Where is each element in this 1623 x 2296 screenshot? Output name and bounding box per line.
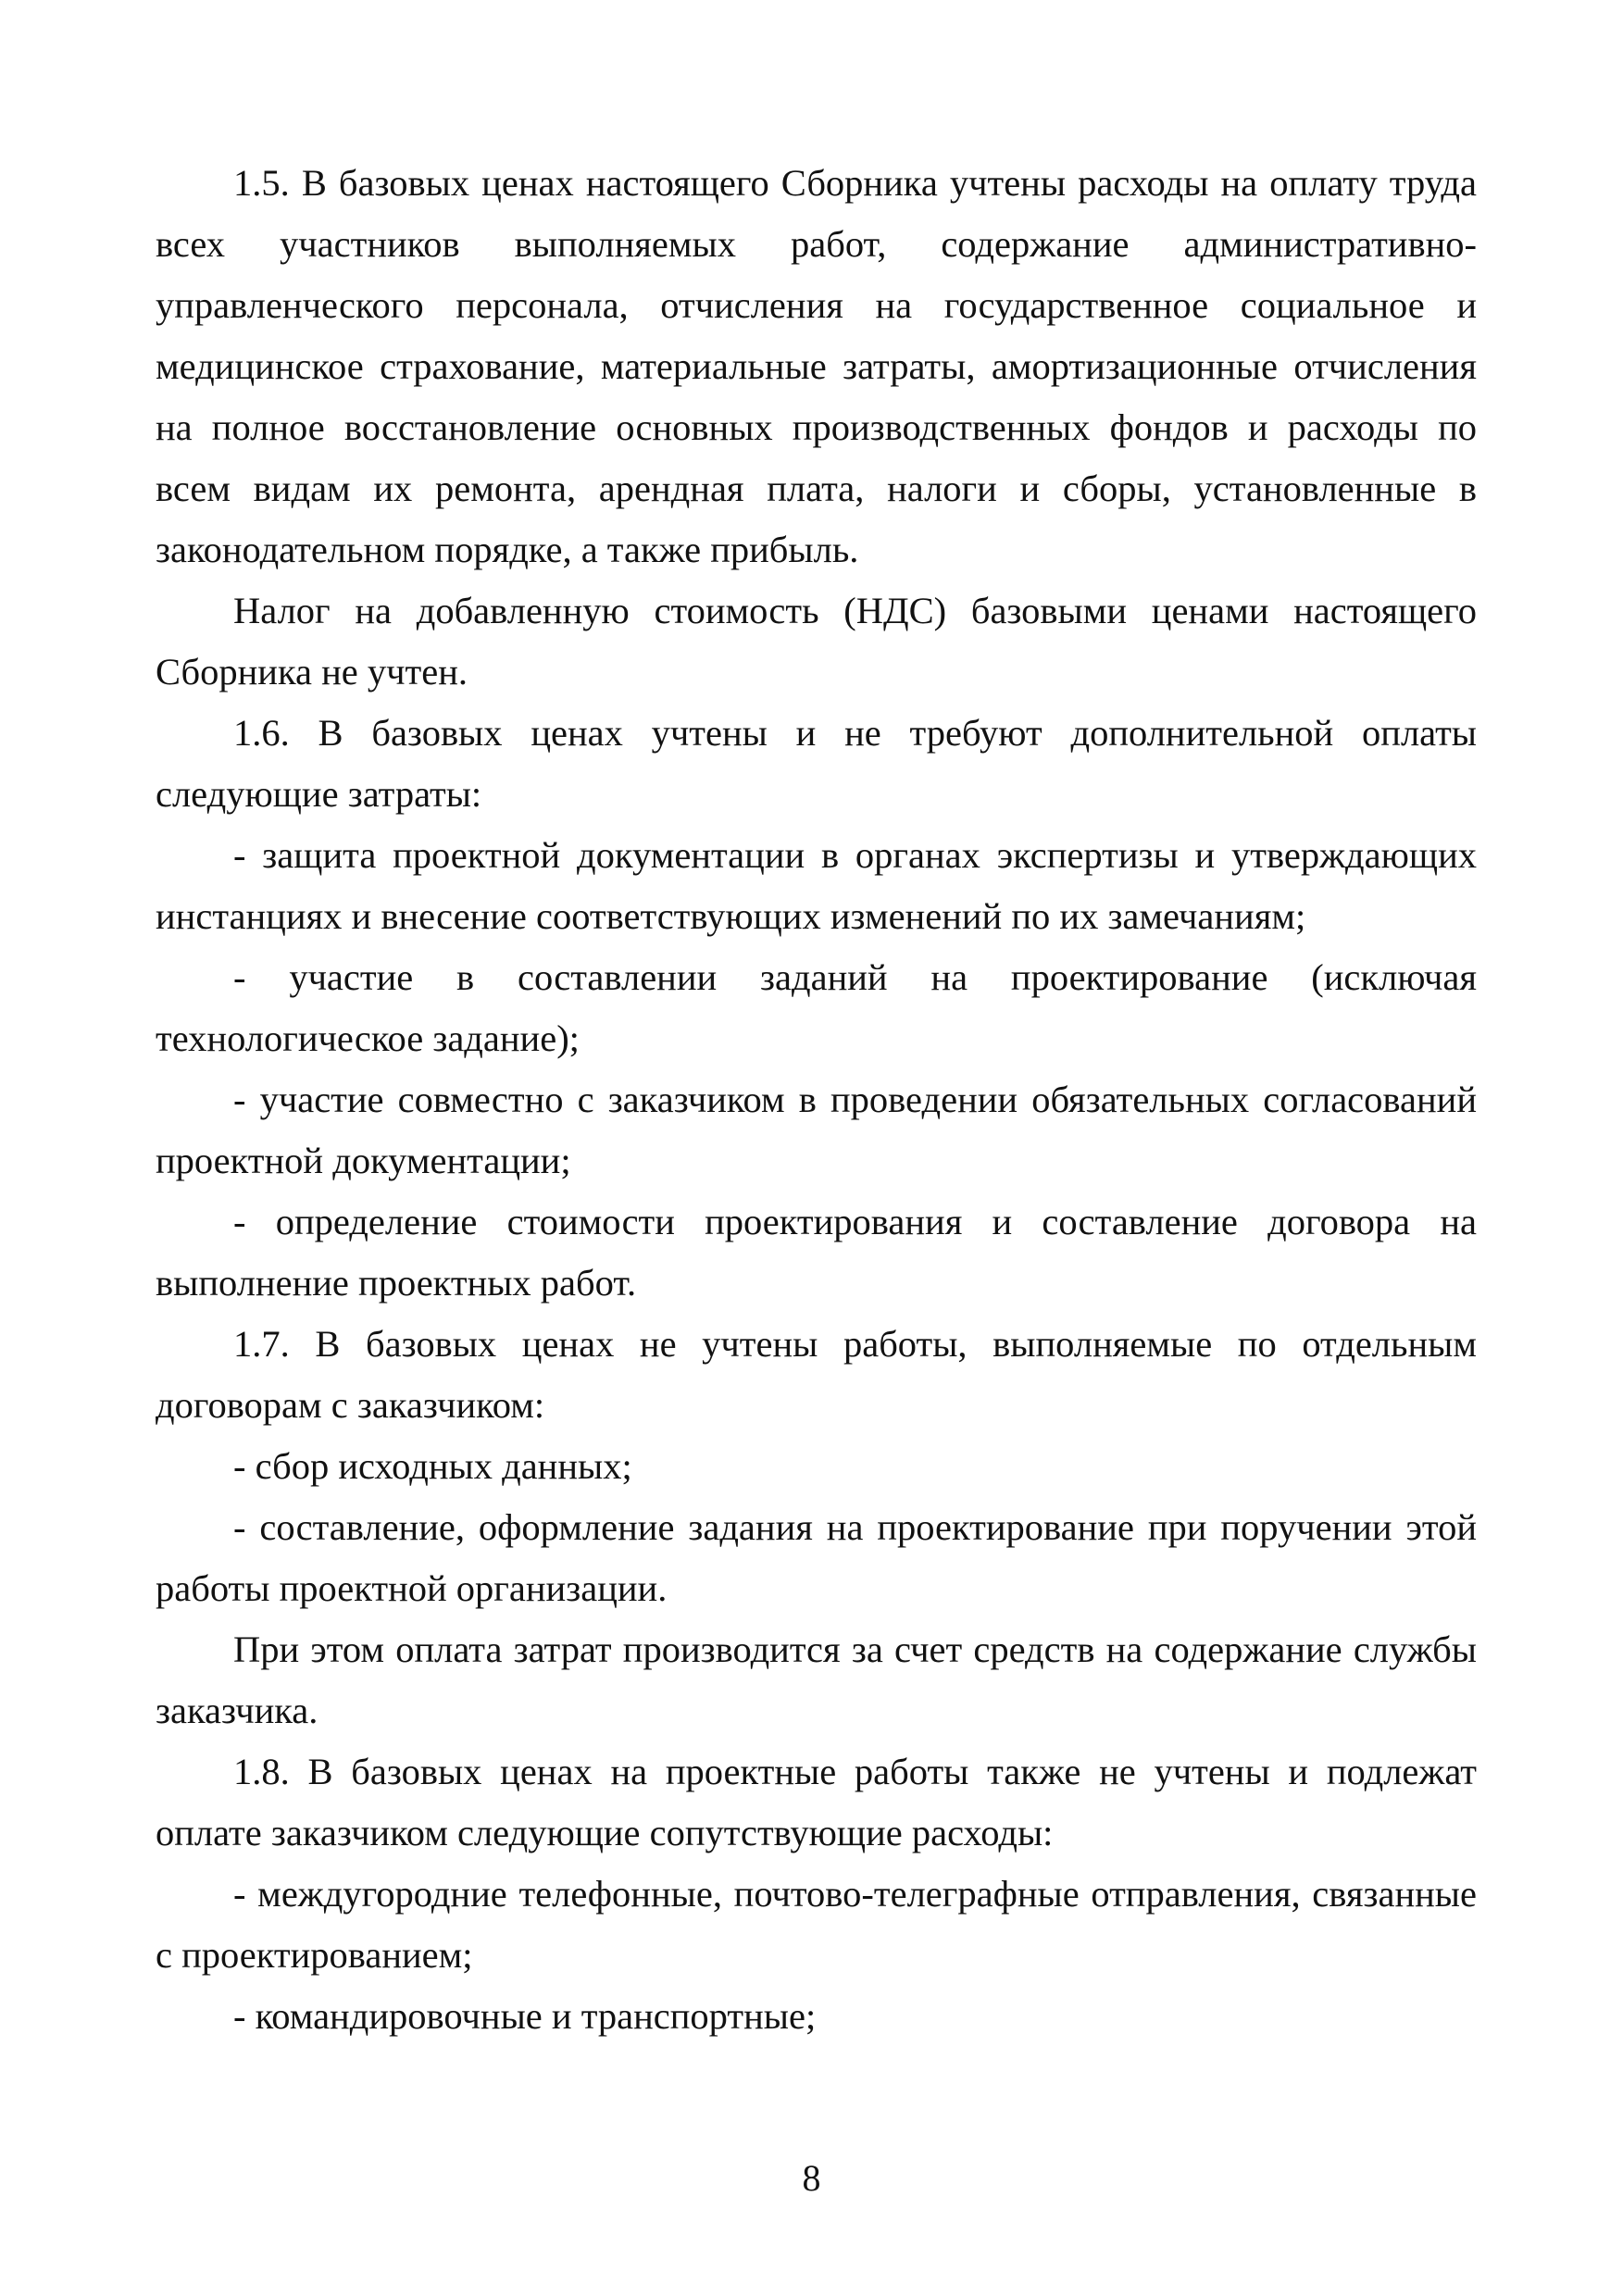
list-item-expertise-defense: - защита проектной документации в органах экспертизы и утверждающих инстанциях и внесение соответствующих изменений по их замечаниям; bbox=[156, 834, 1477, 937]
paragraph-vat: Налог на добавленную стоимость (НДС) базовыми ценами настоящего Сборника не учтен. bbox=[156, 590, 1477, 693]
paragraph-1-7: 1.7. В базовых ценах не учтены работы, выполняемые по отдельным договорам с заказчиком: bbox=[156, 1323, 1477, 1426]
paragraph-1-6: 1.6. В базовых ценах учтены и не требуют дополнительной оплаты следующие затраты: bbox=[156, 712, 1477, 815]
list-item-approvals: - участие совместно с заказчиком в проведении обязательных согласований проектной документации; bbox=[156, 1079, 1477, 1181]
list-item-cost-contract: - определение стоимости проектирования и составление договора на выполнение проектных работ. bbox=[156, 1201, 1477, 1304]
paragraph-1-5: 1.5. В базовых ценах настоящего Сборника учтены расходы на оплату труда всех участников выполняемых работ, содержание административно-управленческого персонала, отчисления на государственное социальное и медицинское страхование, материальные затраты, амортизационные отчисления на полное восстановление основных производственных фондов и расходы по всем видам их ремонта, арендная плата, налоги и сборы, установленные в законодательном порядке, а также прибыль. bbox=[156, 162, 1477, 570]
list-item-assignment-preparation: - составление, оформление задания на проектирование при поручении этой работы проектной организации. bbox=[156, 1506, 1477, 1609]
paragraph-1-8: 1.8. В базовых ценах на проектные работы также не учтены и подлежат оплате заказчиком следующие сопутствующие расходы: bbox=[156, 1751, 1477, 1853]
list-item-design-assignment: - участие в составлении заданий на проектирование (исключая технологическое задание); bbox=[156, 956, 1477, 1059]
page-number: 8 bbox=[802, 2157, 821, 2199]
list-item-travel-transport: - командировочные и транспортные; bbox=[233, 1995, 817, 2037]
body-text bbox=[156, 153, 1477, 2047]
list-item-communications: - междугородние телефонные, почтово-телеграфные отправления, связанные с проектированием; bbox=[156, 1873, 1477, 1976]
list-item-source-data: - сбор исходных данных; bbox=[233, 1445, 632, 1487]
paragraph-payment: При этом оплата затрат производится за счет средств на содержание службы заказчика. bbox=[156, 1628, 1477, 1731]
